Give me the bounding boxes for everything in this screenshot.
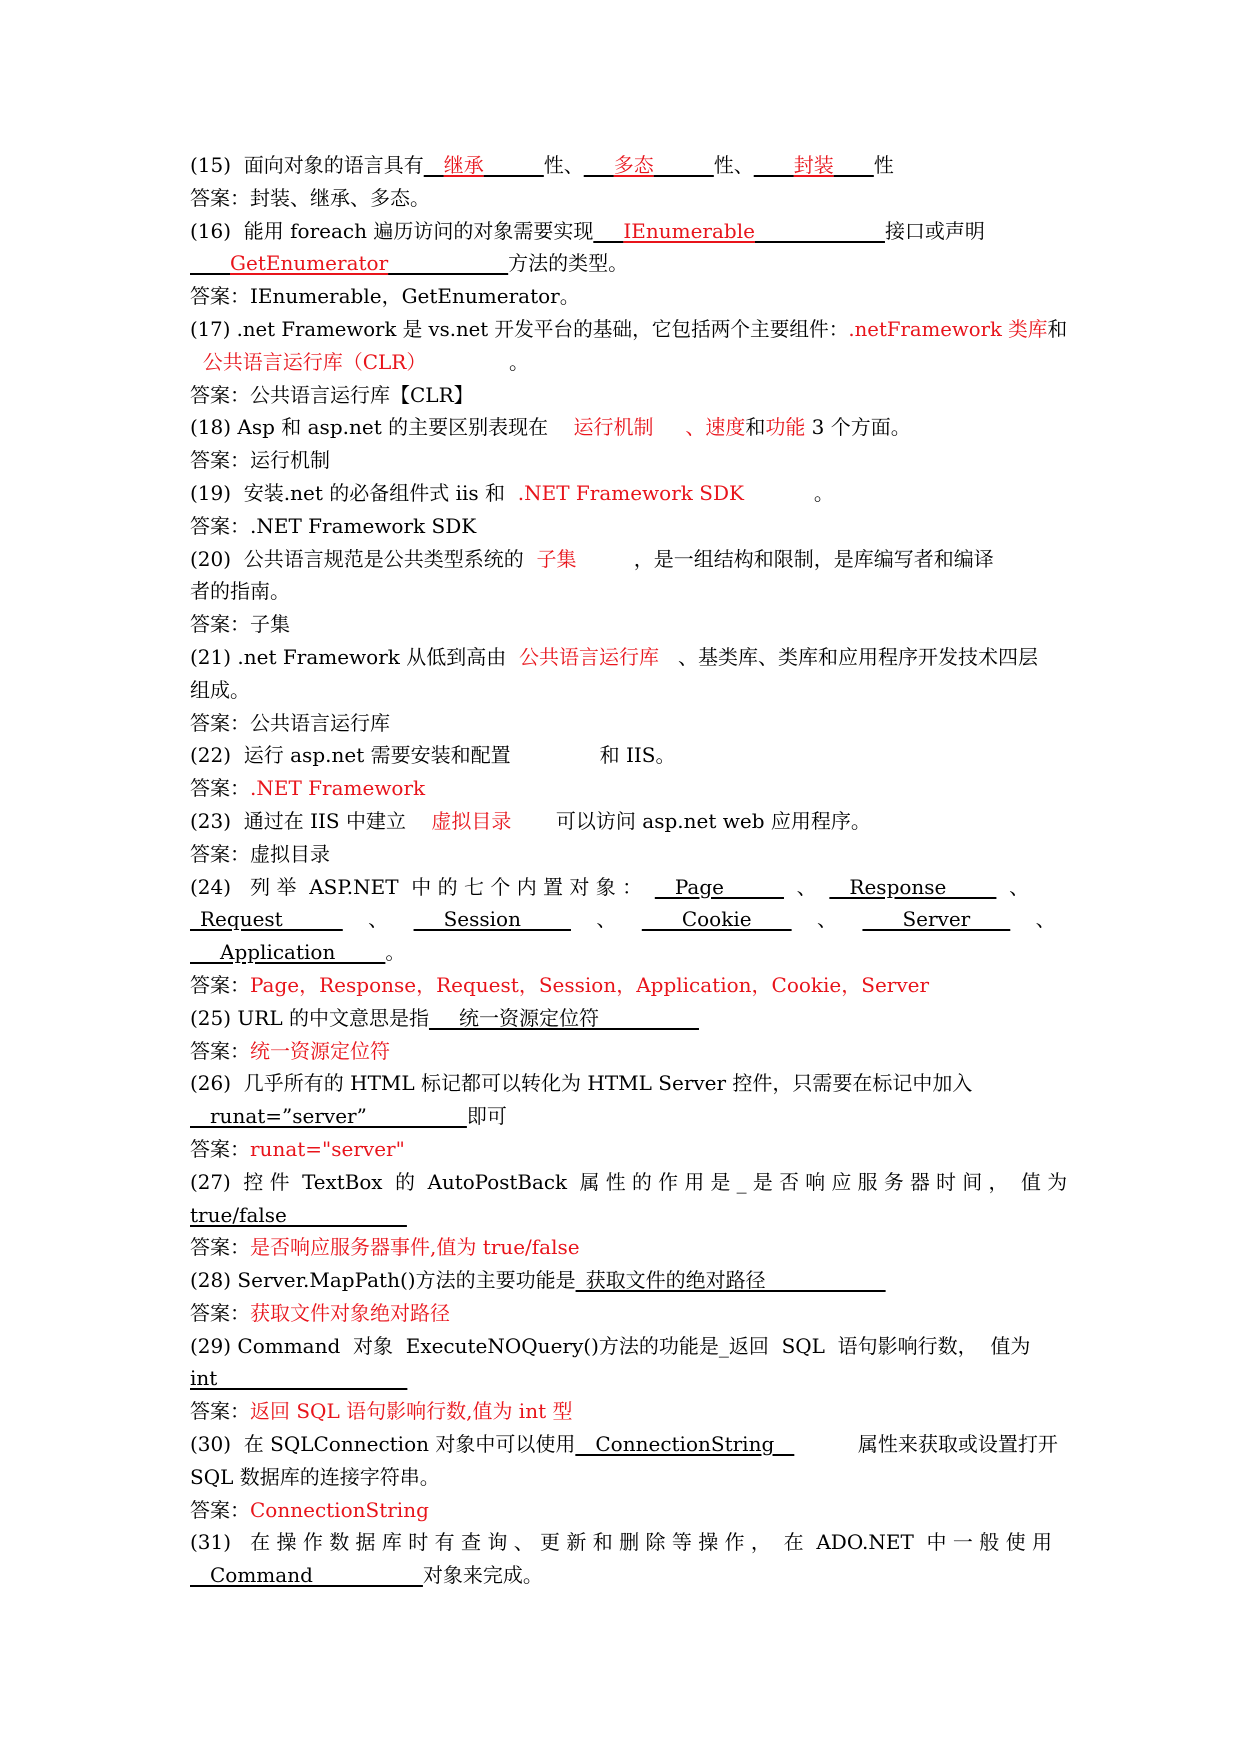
text-line [190,510,1067,543]
text-line [190,346,1067,379]
line-text-segment: ___ [593,218,624,243]
line-text-segment: ___统一资源定位符__________ [428,1005,699,1030]
line-text-segment: __ [423,153,444,177]
text-line [190,608,1067,641]
text-line [190,903,1067,936]
answer-fill-text: GetEnumerator [230,251,389,276]
line-text-segment: 答案： [190,1235,250,1260]
text-line [190,674,1067,707]
text-line [190,641,1067,674]
answer-fill-text: 公共语言运行库（CLR） [190,349,427,374]
line-text-segment: 答案：.NET Framework SDK [190,513,477,538]
answer-fill-text: ConnectionString [250,1497,429,1522]
line-text-segment: ___ [583,153,614,177]
line-text-segment: 性 [873,153,894,177]
line-text-segment: 答案：运行机制 [190,448,330,473]
line-text-segment: 答案： [190,1399,250,1424]
text-line [190,1002,1067,1035]
line-text-segment: ____Cookie____ [641,907,792,932]
line-text-segment: 、 [570,907,642,932]
text-line [190,379,1067,412]
line-text-segment: _Request______ [190,907,343,932]
line-text-segment: 组成。 [190,677,250,702]
text-line [190,1231,1067,1264]
line-text-segment: 答案： [190,1497,250,1522]
text-line [190,543,1067,576]
answer-fill-text: 运行机制 [573,415,654,440]
line-text-segment: (29) Command 对象 ExecuteNOQuery()方法的功能是 [190,1333,719,1358]
line-text-segment: 。 [385,940,406,965]
answer-fill-text: 继承 [443,153,484,177]
line-text-segment: 和 [1047,316,1068,341]
text-line [190,149,1067,182]
line-text-segment: (25) URL 的中文意思是指 [190,1005,429,1030]
text-line [190,1461,1067,1494]
line-text-segment: 答案： [190,776,250,801]
answer-fill-text: .netFramework 类库 [848,316,1048,341]
text-line [190,575,1067,608]
line-text-segment: ____Server____ [862,907,1011,932]
line-text-segment: 3 个方面。 [805,415,911,440]
text-line [190,739,1067,772]
line-text-segment: (26) 几乎所有的 HTML 标记都可以转化为 HTML Server 控件，只需要在标记中加入 [190,1071,973,1096]
answer-fill-text: 是否响应服务器事件,值为 true/false [250,1235,580,1260]
answer-fill-text: 返回 SQL 语句影响行数,值为 int 型 [250,1399,573,1424]
line-text-segment: (28) Server.MapPath()方法的主要功能是 [190,1268,576,1293]
text-line [190,280,1067,313]
text-line [190,444,1067,477]
text-line [190,411,1067,444]
line-text-segment: 。 [426,349,530,374]
answer-fill-text: 功能 [765,415,806,440]
answer-fill-text: IEnumerable [623,218,755,243]
line-text-segment: ___Application_____ [190,940,386,965]
text-line [190,838,1067,871]
line-text-segment: ____ [190,251,230,276]
text-line [190,805,1067,838]
text-line [190,247,1067,280]
line-text-segment: 对象来完成。 [422,1563,543,1588]
line-text-segment: _获取文件的绝对路径____________ [575,1268,886,1293]
text-line [190,772,1067,805]
text-line [190,1166,1068,1199]
text-line [190,1526,1067,1559]
text-line [190,969,1067,1002]
line-text-segment: 答案： [190,1300,250,1325]
answer-fill-text: 多态 [613,153,654,177]
text-line [190,477,1067,510]
text-line [190,1330,1067,1363]
text-line [190,871,1067,904]
line-text-segment: true/false____________ [190,1202,407,1227]
document-page [190,149,1067,1592]
line-text-segment: 性、 [543,153,584,177]
line-text-segment: (21) .net Framework 从低到高由 [190,644,519,669]
line-text-segment: 即可 [466,1104,507,1129]
line-text-segment: (15) 面向对象的语言具有 [190,153,424,177]
answer-fill-text: Page，Response，Request，Session，Application，Cookie，Server [250,972,930,997]
line-text-segment: _返回 SQL 语句影响行数， 值为 [718,1333,1031,1358]
line-text-segment: 、 [1010,907,1056,932]
text-line [190,1133,1067,1166]
text-line [190,182,1067,215]
line-text-segment: 可以访问 asp.net web 应用程序。 [511,808,871,833]
line-text-segment: (31) 在 操 作 数 据 库 时 有 查 询 、 更 新 和 删 除 等 操 作 ， 在 ADO.NET 中 一 般 使 用 [190,1530,1052,1555]
line-text-segment: SQL 数据库的连接字符串。 [190,1464,440,1489]
line-text-segment: 、 [791,907,863,932]
line-text-segment: (30) 在 SQLConnection 对象中可以使用 [190,1432,576,1457]
text-line [190,707,1067,740]
line-text-segment: ____ [833,153,874,177]
line-text-segment: (18) Asp 和 asp.net 的主要区别表现在 [190,415,574,440]
line-text-segment: (17) .net Framework 是 vs.net 开发平台的基础，它包括两个主要组件： [190,316,849,341]
answer-fill-text: 、速度 [653,415,746,440]
line-text-segment: 答案：IEnumerable，GetEnumerator。 [190,284,580,309]
line-text-segment: 、 [342,907,414,932]
line-text-segment: 答案：公共语言运行库【CLR】 [190,382,474,407]
line-text-segment: ____________ [388,251,509,276]
line-text-segment: __Page______ [654,874,784,899]
line-text-segment: 答案：公共语言运行库 [190,710,390,735]
line-text-segment: __Response_____ [829,874,997,899]
text-line [190,215,1067,248]
text-line [190,1428,1067,1461]
text-line [190,1035,1067,1068]
line-text-segment: (23) 通过在 IIS 中建立 [190,808,432,833]
line-text-segment: 答案：子集 [190,612,290,637]
line-text-segment: 属性来获取或设置打开 [794,1432,1058,1457]
line-text-segment: __runat=”server”__________ [190,1104,467,1129]
line-text-segment: __Command___________ [190,1563,423,1588]
line-text-segment: 答案：虚拟目录 [190,841,330,866]
answer-fill-text: 封装 [793,153,834,177]
text-line [190,1067,1067,1100]
text-line [190,1362,1067,1395]
line-text-segment: 答案：封装、继承、多态。 [190,185,430,210]
line-text-segment: (16) 能用 foreach 遍历访问的对象需要实现 [190,218,594,243]
line-text-segment: (27) 控 件 TextBox 的 AutoPostBack 属 性 的 作 用 是 _ 是 否 响 应 服 务 器 时 间 ， 值 为 [190,1169,1068,1194]
answer-fill-text: 公共语言运行库 [518,644,659,669]
line-text-segment: (24) 列 举 ASP.NET 中 的 七 个 内 置 对 象 ： [190,874,655,899]
text-line [190,313,1068,346]
line-text-segment: ，是一组结构和限制，是库编写者和编译 [576,546,994,571]
line-text-segment: 方法的类型。 [508,251,629,276]
text-line [190,1199,1067,1232]
answer-fill-text: .NET Framework SDK [517,480,744,505]
text-line [190,1494,1067,1527]
line-text-segment: 。 [743,480,834,505]
line-text-segment: ______ [483,153,544,177]
line-text-segment: 答案： [190,1136,250,1161]
line-text-segment: (19) 安装.net 的必备组件式 iis 和 [190,480,518,505]
text-line [190,1297,1067,1330]
line-text-segment: _____________ [754,218,885,243]
answer-fill-text: 子集 [536,546,577,571]
line-text-segment: 答案： [190,1038,250,1063]
line-text-segment: 、 [996,874,1030,899]
text-line [190,1264,1067,1297]
line-text-segment: 者的指南。 [190,579,290,604]
line-text-segment: ___Session_____ [413,907,571,932]
answer-fill-text: runat="server" [250,1136,405,1161]
line-text-segment: 性、 [713,153,754,177]
line-text-segment: 接口或声明 [884,218,985,243]
line-text-segment: 和 [745,415,766,440]
line-text-segment: 答案： [190,972,250,997]
answer-fill-text: .NET Framework [250,776,426,801]
line-text-segment: ____ [753,153,794,177]
answer-fill-text: 统一资源定位符 [250,1038,390,1063]
line-text-segment: ______ [653,153,714,177]
text-line [190,1100,1067,1133]
answer-fill-text: 虚拟目录 [431,808,512,833]
line-text-segment: __ConnectionString__ [575,1432,795,1457]
answer-fill-text: 获取文件对象绝对路径 [250,1300,450,1325]
line-text-segment: (20) 公共语言规范是公共类型系统的 [190,546,537,571]
line-text-segment: 、 [783,874,830,899]
line-text-segment: 、基类库、类库和应用程序开发技术四层 [658,644,1039,669]
line-text-segment: int___________________ [190,1366,408,1391]
text-line [190,936,1067,969]
text-line [190,1559,1067,1592]
text-line [190,1395,1067,1428]
line-text-segment: (22) 运行 asp.net 需要安装和配置 和 IIS。 [190,743,676,768]
